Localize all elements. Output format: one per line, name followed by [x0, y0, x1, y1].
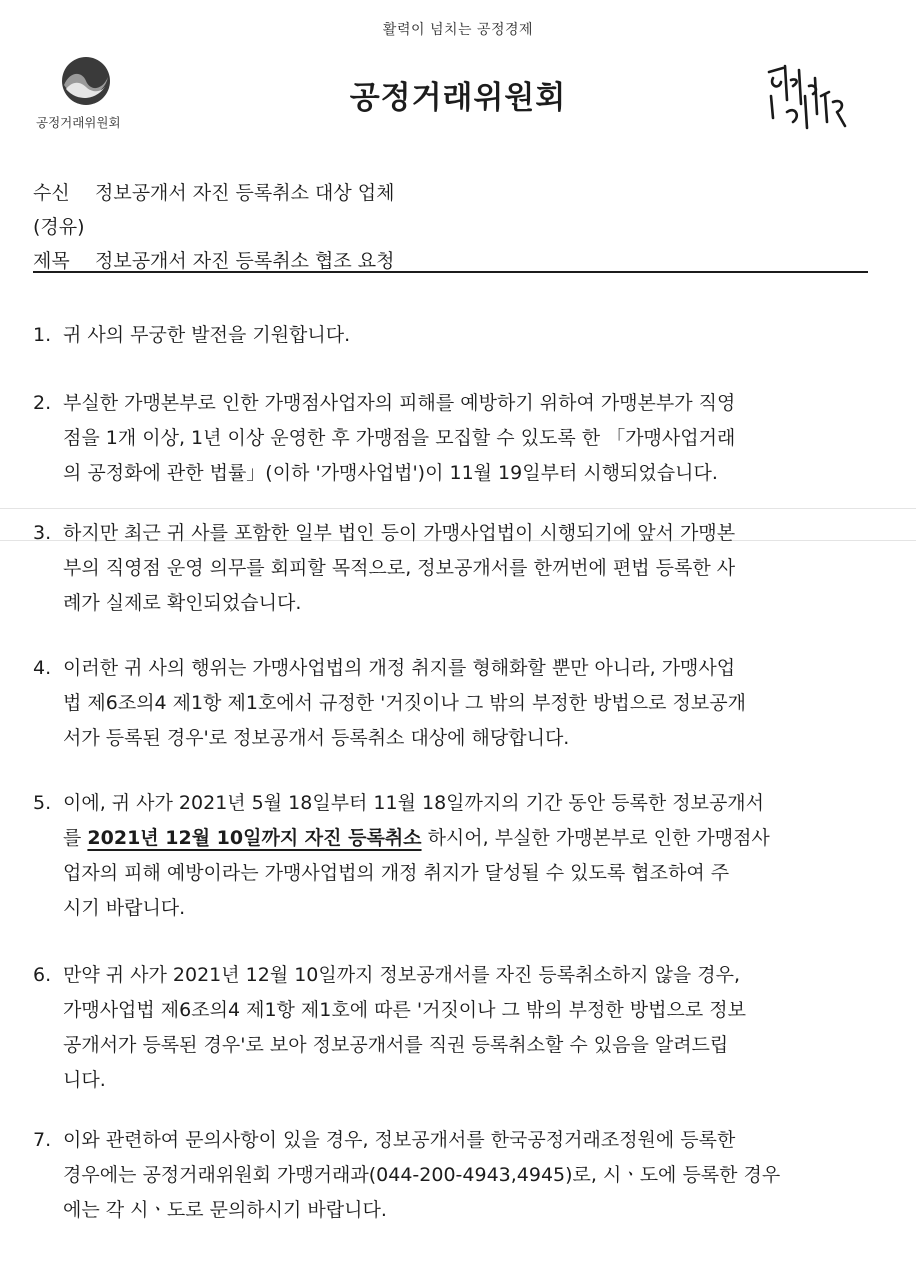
- handwritten-signature: [757, 56, 857, 140]
- item-text: [63, 651, 746, 756]
- item-line: 부실한 가맹본부로 인한 가맹점사업자의 피해를 예방하기 위하여 가맹본부가 직영: [63, 392, 736, 414]
- item-line: 법 제6조의4 제1항 제1호에서 규정한 '거짓이나 그 밖의 부정한 방법으로 정보공개: [63, 692, 746, 714]
- item-number: 3.: [33, 522, 52, 544]
- item-number: 2.: [33, 392, 52, 414]
- item-number: 1.: [33, 324, 52, 346]
- recipient-label: 수신: [33, 182, 70, 204]
- item-line: 점을 1개 이상, 1년 이상 운영한 후 가맹점을 모집할 수 있도록 한 「가맹사업거래: [63, 427, 736, 449]
- item-line: 의 공정화에 관한 법률」(이하 '가맹사업법')이 11월 19일부터 시행되었습니다.: [63, 462, 718, 484]
- item-line: 업자의 피해 예방이라는 가맹사업법의 개정 취지가 달성될 수 있도록 협조하여 주: [63, 862, 730, 884]
- header-divider: [33, 271, 868, 273]
- subject-value: 정보공개서 자진 등록취소 협조 요청: [95, 250, 395, 272]
- item-line: 경우에는 공정거래위원회 가맹거래과(044-200-4943,4945)로, 시ㆍ도에 등록한 경우: [63, 1164, 781, 1186]
- document-title: 공정거래위원회: [349, 80, 567, 116]
- slogan: 활력이 넘치는 공정경제: [382, 22, 534, 38]
- item-line: 례가 실제로 확인되었습니다.: [63, 592, 302, 614]
- list-item: [33, 318, 868, 353]
- scan-artifact-line: [0, 508, 916, 509]
- item-line: 공개서가 등록된 경우'로 보아 정보공개서를 직권 등록취소할 수 있음을 알려드립: [63, 1034, 729, 1056]
- item-line: 만약 귀 사가 2021년 12월 10일까지 정보공개서를 자진 등록취소하지 않을 경우,: [63, 964, 741, 986]
- item-line-suffix: 하시어, 부실한 가맹본부로 인한 가맹점사: [421, 827, 770, 849]
- item-text: [63, 1123, 780, 1228]
- item-text: [63, 516, 735, 621]
- item-text: [63, 386, 735, 491]
- item-number: 7.: [33, 1129, 52, 1151]
- item-line: 귀 사의 무궁한 발전을 기원합니다.: [63, 324, 351, 346]
- item-line: 부의 직영점 운영 의무를 회피할 목적으로, 정보공개서를 한꺼번에 편법 등록한 사: [63, 557, 736, 579]
- item-line: 하지만 최근 귀 사를 포함한 일부 법인 등이 가맹사업법이 시행되기에 앞서 가맹본: [63, 522, 736, 544]
- list-item: [33, 786, 770, 926]
- agency-logo-text: 공정거래위원회: [36, 115, 121, 130]
- list-item: [33, 651, 746, 756]
- list-item: [33, 516, 735, 621]
- item-line-prefix: 를: [63, 827, 88, 849]
- via-label: (경유): [33, 216, 85, 238]
- header-block: [33, 176, 394, 278]
- item-line: 니다.: [63, 1069, 106, 1091]
- list-item: [33, 958, 746, 1098]
- item-line: 시기 바랍니다.: [63, 897, 186, 919]
- recipient-row: [33, 176, 394, 210]
- item-text: [63, 318, 868, 353]
- item-line: 에는 각 시ㆍ도로 문의하시기 바랍니다.: [63, 1199, 387, 1221]
- subject-label: 제목: [33, 250, 70, 272]
- item-line: 이와 관련하여 문의사항이 있을 경우, 정보공개서를 한국공정거래조정원에 등록한: [63, 1129, 736, 1151]
- recipient-value: 정보공개서 자진 등록취소 대상 업체: [95, 182, 395, 204]
- item-text: [63, 958, 746, 1098]
- item-line: 가맹사업법 제6조의4 제1항 제1호에 따른 '거짓이나 그 밖의 부정한 방법으로 정보: [63, 999, 746, 1021]
- item-number: 5.: [33, 792, 52, 814]
- item-line: [63, 821, 770, 856]
- item-number: 4.: [33, 657, 52, 679]
- body-items: [33, 318, 868, 1221]
- item-line: 이러한 귀 사의 행위는 가맹사업법의 개정 취지를 형해화할 뿐만 아니라, 가맹사업: [63, 657, 736, 679]
- item-line: 서가 등록된 경우'로 정보공개서 등록취소 대상에 해당합니다.: [63, 727, 570, 749]
- list-item: [33, 386, 735, 491]
- list-item: [33, 1123, 780, 1228]
- item-text: [63, 786, 770, 926]
- deadline-emphasis: 2021년 12월 10일까지 자진 등록취소: [87, 827, 422, 849]
- item-number: 6.: [33, 964, 52, 986]
- item-line: 이에, 귀 사가 2021년 5월 18일부터 11월 18일까지의 기간 동안 등록한 정보공개서: [63, 792, 765, 814]
- via-row: [33, 210, 394, 244]
